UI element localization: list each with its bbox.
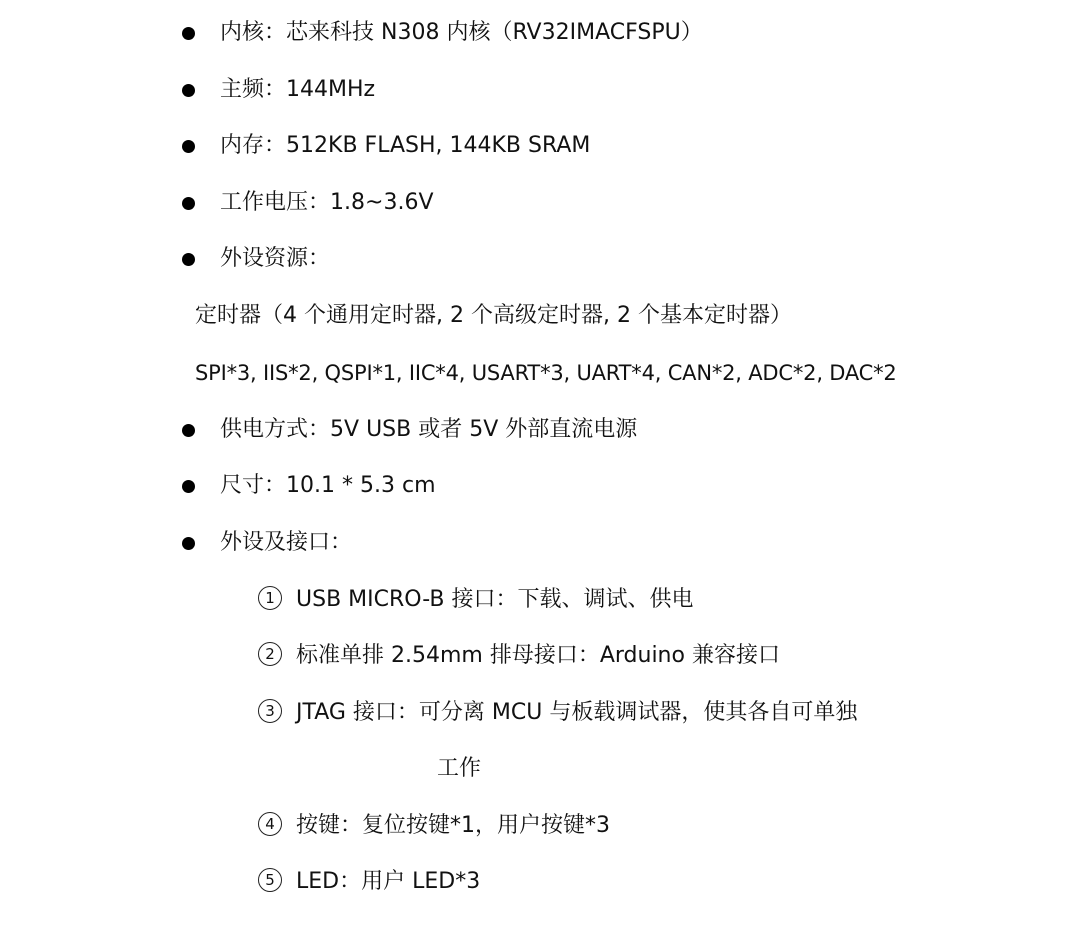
- circled-number: 4: [258, 812, 282, 836]
- spec-separator: ：: [264, 473, 287, 498]
- interface-item-jtag-continuation: 工作: [437, 756, 482, 781]
- bullet-dot: [182, 480, 195, 493]
- bullet-dot: [182, 84, 195, 97]
- spec-value: 512KB FLASH, 144KB SRAM: [286, 133, 591, 158]
- spec-label: 尺寸: [220, 473, 265, 498]
- spec-core: [220, 18, 703, 48]
- spec-separator: ：: [308, 246, 331, 271]
- interface-text: 标准单排 2.54mm 排母接口：Arduino 兼容接口: [296, 643, 780, 668]
- spec-separator: ：: [264, 20, 287, 45]
- circled-number: 2: [258, 642, 282, 666]
- spec-interfaces: [220, 528, 352, 558]
- spec-label: 内核: [220, 20, 265, 45]
- interface-item-header: [258, 641, 780, 671]
- peripheral-timers: 定时器（4 个通用定时器, 2 个高级定时器, 2 个基本定时器）: [195, 303, 792, 328]
- spec-frequency: [220, 75, 375, 105]
- bullet-dot: [182, 140, 195, 153]
- bullet-dot: [182, 537, 195, 550]
- spec-separator: ：: [264, 77, 287, 102]
- spec-value: 1.8~3.6V: [330, 190, 434, 215]
- spec-separator: ：: [308, 190, 331, 215]
- interface-item-led: [258, 867, 480, 897]
- spec-value: 芯来科技 N308 内核（RV32IMACFSPU）: [286, 20, 703, 45]
- spec-label: 内存: [220, 133, 265, 158]
- bullet-dot: [182, 197, 195, 210]
- interface-text: 按键：复位按键*1，用户按键*3: [296, 813, 610, 838]
- bullet-dot: [182, 27, 195, 40]
- bullet-dot: [182, 424, 195, 437]
- spec-value: 5V USB 或者 5V 外部直流电源: [330, 417, 638, 442]
- spec-label: 主频: [220, 77, 265, 102]
- spec-voltage: [220, 188, 434, 218]
- spec-value: 144MHz: [286, 77, 376, 102]
- spec-power: [220, 415, 637, 445]
- spec-value: 10.1 * 5.3 cm: [286, 473, 436, 498]
- interface-item-usb: [258, 585, 693, 615]
- interface-text: LED：用户 LED*3: [296, 869, 481, 894]
- interface-text: JTAG 接口：可分离 MCU 与板载调试器，使其各自可单独: [296, 700, 858, 725]
- interface-item-buttons: [258, 811, 610, 841]
- interface-item-jtag: [258, 698, 857, 728]
- spec-label: 供电方式: [220, 417, 309, 442]
- spec-separator: ：: [308, 417, 331, 442]
- spec-separator: ：: [330, 530, 353, 555]
- circled-number: 5: [258, 868, 282, 892]
- spec-label: 外设及接口: [220, 530, 331, 555]
- circled-number: 3: [258, 699, 282, 723]
- bullet-dot: [182, 253, 195, 266]
- spec-label: 外设资源: [220, 246, 309, 271]
- circled-number: 1: [258, 586, 282, 610]
- spec-label: 工作电压: [220, 190, 309, 215]
- spec-size: [220, 471, 436, 501]
- peripheral-buses: SPI*3, IIS*2, QSPI*1, IIC*4, USART*3, UART*4, CAN*2, ADC*2, DAC*2: [195, 361, 897, 385]
- interface-text: USB MICRO-B 接口：下载、调试、供电: [296, 587, 694, 612]
- spec-separator: ：: [264, 133, 287, 158]
- spec-peripherals: [220, 244, 330, 274]
- spec-memory: [220, 131, 590, 161]
